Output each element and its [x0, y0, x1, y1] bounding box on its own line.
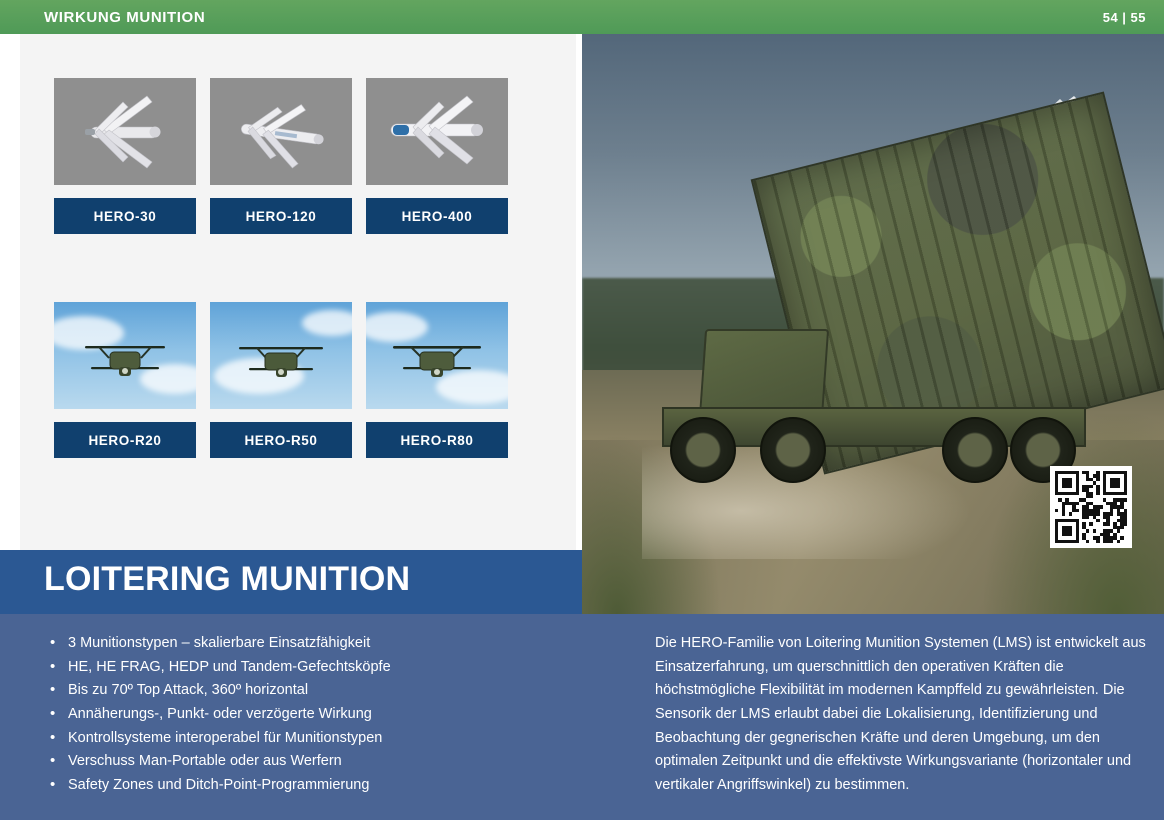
content-footer	[0, 614, 1164, 820]
feature-list-item: • Verschuss Man-Portable oder aus Werfern	[66, 750, 564, 774]
product-card[interactable]	[210, 302, 352, 458]
product-row-2	[54, 302, 508, 458]
header-title: WIRKUNG MUNITION	[44, 9, 206, 26]
product-card[interactable]	[54, 78, 196, 234]
product-card[interactable]	[54, 302, 196, 458]
left-white-edge	[0, 34, 10, 550]
product-card[interactable]	[210, 78, 352, 234]
launcher-truck	[642, 289, 1112, 529]
loitering-munition-icon	[366, 78, 508, 185]
qr-code-pattern	[1055, 471, 1127, 543]
truck-cab	[699, 329, 829, 418]
product-thumbnail-hero-120	[210, 78, 352, 185]
feature-list-item: • Kontrollsysteme interoperabel für Munitionstypen	[66, 727, 564, 751]
product-row-1	[54, 78, 508, 234]
feature-list-item: • 3 Munitionstypen – skalierbare Einsatzfähigkeit	[66, 632, 564, 656]
quadcopter-icon	[366, 302, 508, 409]
feature-list-item: • Safety Zones und Ditch-Point-Programmierung	[66, 774, 564, 798]
product-label[interactable]: HERO-R80	[366, 422, 508, 458]
qr-code[interactable]	[1050, 466, 1132, 548]
truck-wheel	[942, 417, 1008, 483]
product-label[interactable]: HERO-R50	[210, 422, 352, 458]
truck-wheel	[670, 417, 736, 483]
feature-list-item: • HE, HE FRAG, HEDP und Tandem-Gefechtsköpfe	[66, 656, 564, 680]
loitering-munition-icon	[54, 78, 196, 185]
section-title-band	[0, 550, 582, 614]
product-card[interactable]	[366, 302, 508, 458]
page-header	[0, 0, 1164, 34]
feature-list-item: • Annäherungs-, Punkt- oder verzögerte Wirkung	[66, 703, 564, 727]
description-paragraph: Die HERO-Familie von Loitering Munition Systemen (LMS) ist entwickelt aus Einsatzerfahrung, um querschnittlich den operativen Kräften die höchstmögliche Flexibilität im modernen Kampffeld zu gewährleisten. Die Sensorik der LMS erlaubt dabei die Lokalisierung, Identifizierung und Beobachtung der gegnerischen Kräfte und deren Umgebung, um den optimalen Zeitpunkt und die effektivste Wirkungsvariante (horizontaler und vertikaler Angriffswinkel) zu bestimmen.	[655, 635, 1146, 793]
hero-photo	[582, 34, 1164, 614]
quadcopter-icon	[210, 302, 352, 409]
loitering-munition-icon	[210, 78, 352, 185]
quadcopter-icon	[54, 302, 196, 409]
product-thumbnail-hero-30	[54, 78, 196, 185]
page-number: 54 | 55	[1102, 10, 1146, 25]
product-label[interactable]: HERO-120	[210, 198, 352, 234]
product-thumbnail-hero-r20	[54, 302, 196, 409]
section-title: LOITERING MUNITION	[44, 560, 411, 598]
product-thumbnail-hero-400	[366, 78, 508, 185]
truck-wheel	[760, 417, 826, 483]
product-thumbnail-hero-r80	[366, 302, 508, 409]
product-card[interactable]	[366, 78, 508, 234]
product-label[interactable]: HERO-30	[54, 198, 196, 234]
feature-list-item: • Bis zu 70º Top Attack, 360º horizontal	[66, 679, 564, 703]
product-thumbnail-hero-r50	[210, 302, 352, 409]
product-panel	[10, 34, 576, 550]
product-panel-inner	[20, 34, 576, 550]
product-label[interactable]: HERO-400	[366, 198, 508, 234]
product-label[interactable]: HERO-R20	[54, 422, 196, 458]
feature-list	[44, 632, 564, 797]
